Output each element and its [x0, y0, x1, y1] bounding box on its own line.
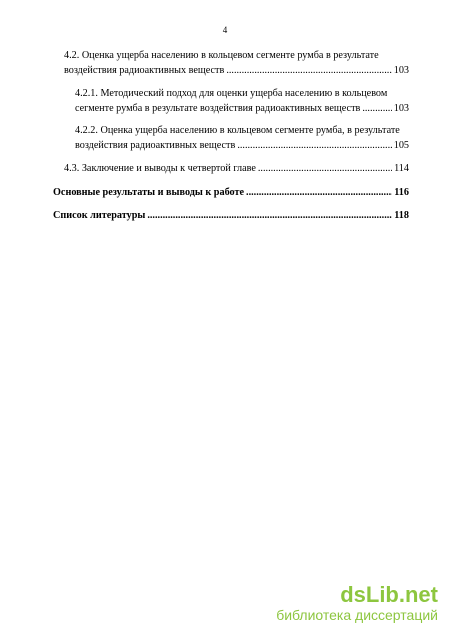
- toc-entry-page: 105: [393, 140, 409, 151]
- toc-entry-4-2[interactable]: [64, 48, 409, 78]
- toc-entry-title-line2: воздействия радиоактивных веществ: [64, 65, 225, 76]
- toc-entry-4-2-1[interactable]: [75, 86, 409, 116]
- toc-entry-title-line2: воздействия радиоактивных веществ: [75, 140, 236, 151]
- watermark-subtitle: библиотека диссертаций: [276, 607, 438, 623]
- toc-entry-page: 116: [394, 187, 409, 198]
- toc-entry-page: 114: [394, 163, 409, 174]
- dot-leader: [226, 63, 391, 78]
- dot-leader: [147, 208, 392, 223]
- toc-entry-title-line1: 4.2.1. Методический подход для оценки ущерба населению в кольцевом: [75, 88, 388, 99]
- toc-entry-page: 103: [393, 65, 409, 76]
- dot-leader: [246, 185, 392, 200]
- toc-entry-title-line1: 4.2. Оценка ущерба населению в кольцевом сегменте румба в результате: [64, 50, 379, 61]
- toc-entry-title-line2: сегменте румба в результате воздействия радиоактивных веществ: [75, 103, 361, 114]
- toc-entry-page: 118: [394, 210, 409, 221]
- toc-entry-title-line1: 4.2.2. Оценка ущерба населению в кольцевом сегменте румба, в результате: [75, 125, 400, 136]
- toc-entry-page: 103: [393, 103, 409, 114]
- page-number: 4: [222, 25, 228, 35]
- toc-entry-4-3[interactable]: [64, 161, 409, 176]
- watermark-logo: [276, 584, 438, 606]
- toc-entry-4-2-2[interactable]: [75, 123, 409, 153]
- watermark: [276, 584, 438, 624]
- toc-entry-references[interactable]: [53, 208, 409, 223]
- watermark-logo-suffix: .net: [398, 582, 438, 607]
- dot-leader: [237, 138, 391, 153]
- toc-entry-results[interactable]: [53, 185, 409, 200]
- toc-entry-title: Основные результаты и выводы к работе: [53, 187, 245, 198]
- watermark-logo-main: dsLib: [340, 582, 399, 607]
- toc-entry-title: 4.3. Заключение и выводы к четвертой главе: [64, 163, 256, 174]
- dot-leader: [362, 101, 391, 116]
- toc-entry-title: Список литературы: [53, 210, 146, 221]
- dot-leader: [258, 161, 392, 176]
